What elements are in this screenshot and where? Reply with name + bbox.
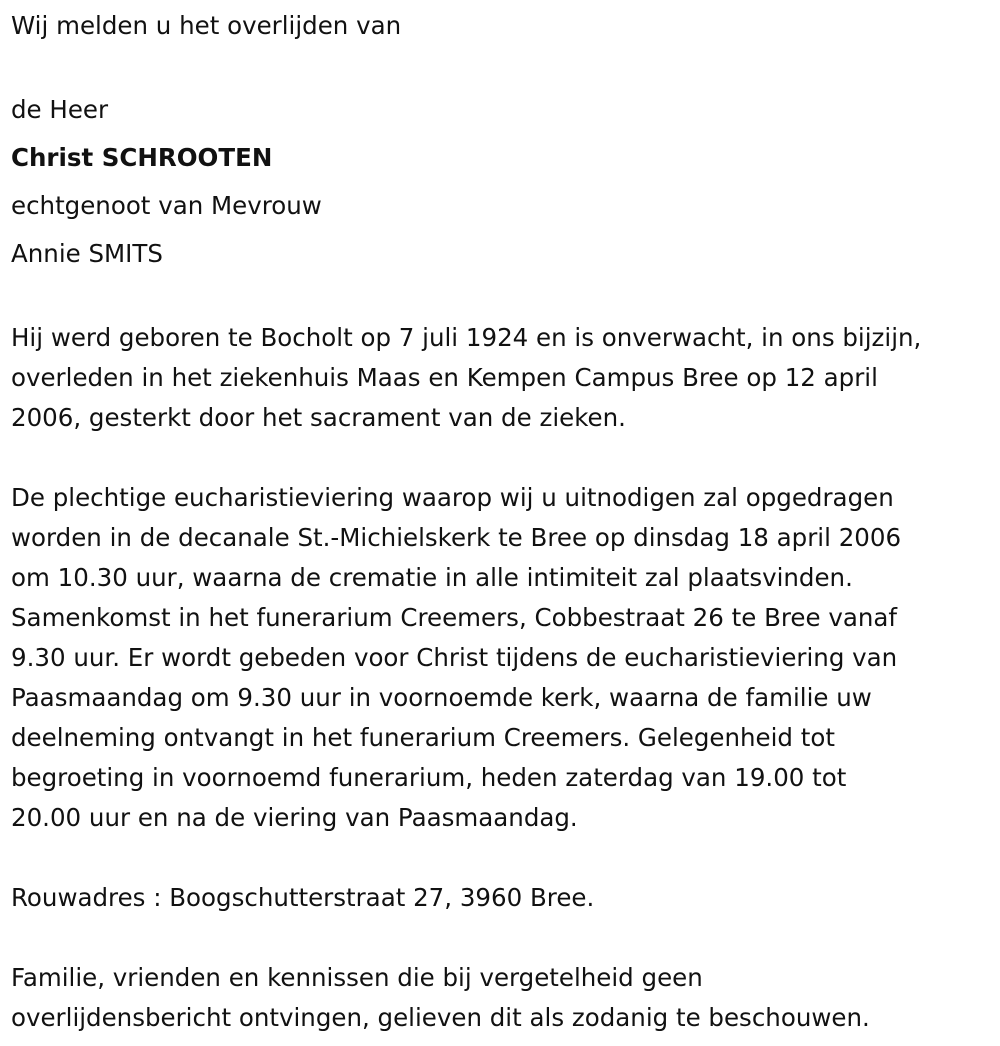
service-line: 20.00 uur en na de viering van Paasmaandag. [11, 803, 578, 832]
service-line: begroeting in voornoemd funerarium, heden zaterdag van 19.00 tot [11, 763, 847, 792]
service-line: om 10.30 uur, waarna de crematie in alle intimiteit zal plaatsvinden. [11, 563, 853, 592]
spacer [11, 838, 1000, 878]
service-line: De plechtige eucharistieviering waarop wij u uitnodigen zal opgedragen [11, 483, 894, 512]
service-paragraph [11, 478, 1000, 838]
spacer [11, 278, 1000, 318]
spacer [11, 918, 1000, 958]
spouse-name: Annie SMITS [11, 239, 163, 268]
spacer [11, 46, 1000, 86]
spacer [11, 438, 1000, 478]
closing-paragraph [11, 958, 1000, 1038]
intro-text: Wij melden u het overlijden van [11, 11, 402, 40]
service-line: deelneming ontvangt in het funerarium Creemers. Gelegenheid tot [11, 723, 835, 752]
service-line: Paasmaandag om 9.30 uur in voornoemde kerk, waarna de familie uw [11, 683, 872, 712]
deceased-name: Christ SCHROOTEN [11, 143, 273, 172]
service-line: worden in de decanale St.-Michielskerk te Bree op dinsdag 18 april 2006 [11, 523, 902, 552]
mourning-address: Rouwadres : Boogschutterstraat 27, 3960 Bree. [11, 883, 595, 912]
closing-line: Familie, vrienden en kennissen die bij vergetelheid geen [11, 963, 703, 992]
birth-line: overleden in het ziekenhuis Maas en Kempen Campus Bree op 12 april [11, 363, 878, 392]
service-line: 9.30 uur. Er wordt gebeden voor Christ tijdens de eucharistieviering van [11, 643, 898, 672]
birth-line: 2006, gesterkt door het sacrament van de zieken. [11, 403, 626, 432]
birth-line: Hij werd geboren te Bocholt op 7 juli 1924 en is onverwacht, in ons bijzijn, [11, 323, 922, 352]
honorific: de Heer [11, 95, 109, 124]
service-line: Samenkomst in het funerarium Creemers, Cobbestraat 26 te Bree vanaf [11, 603, 898, 632]
closing-line: overlijdensbericht ontvingen, gelieven dit als zodanig te beschouwen. [11, 1003, 870, 1032]
birth-paragraph [11, 318, 1000, 438]
spouse-line: echtgenoot van Mevrouw [11, 191, 322, 220]
